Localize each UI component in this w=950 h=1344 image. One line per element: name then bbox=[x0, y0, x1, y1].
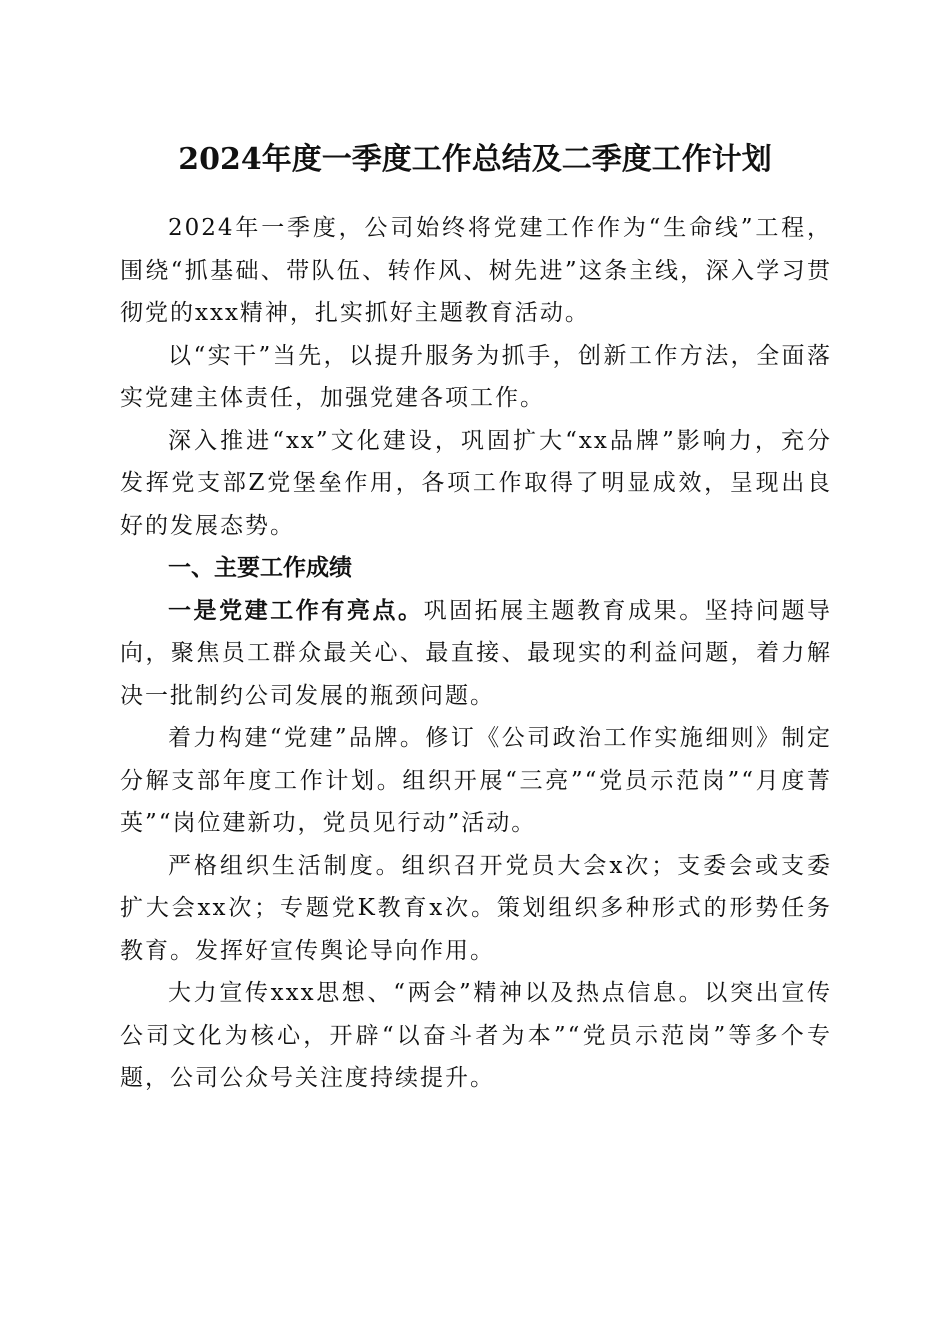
paragraph: 着力构建“党建”品牌。修订《公司政治工作实施细则》制定分解支部年度工作计划。组织开展“三亮”“党员示范岗”“月度菁英”“岗位建新功，党员见行动”活动。 bbox=[120, 725, 832, 836]
paragraph-lead: 一是党建工作有亮点。 bbox=[168, 597, 424, 624]
paragraph: 严格组织生活制度。组织召开党员大会x次；支委会或支委扩大会xx次；专题党K教育x次。策划组织多种形式的形势任务教育。发挥好宣传舆论导向作用。 bbox=[120, 852, 832, 964]
paragraph: 以“实干”当先，以提升服务为抓手，创新工作方法，全面落实党建主体责任，加强党建各项工作。 bbox=[120, 342, 832, 411]
paragraph: 大力宣传xxx思想、“两会”精神以及热点信息。以突出宣传公司文化为核心，开辟“以奋斗者为本”“党员示范岗”等多个专题，公司公众号关注度持续提升。 bbox=[120, 980, 832, 1091]
document-title: 2024年度一季度工作总结及二季度工作计划 bbox=[178, 142, 772, 177]
paragraph bbox=[120, 590, 832, 718]
paragraph-text: 巩固拓展主题教育成果。坚持问题导向，聚焦员工群众最关心、最直接、最现实的利益问题，着力解决一批制约公司发展的瓶颈问题。 bbox=[120, 597, 833, 709]
section-heading: 一、主要工作成绩 bbox=[168, 555, 352, 581]
paragraph: 深入推进“xx”文化建设，巩固扩大“xx品牌”影响力，充分发挥党支部Z党堡垒作用，各项工作取得了明显成效，呈现出良好的发展态势。 bbox=[120, 427, 832, 539]
paragraph: 2024年一季度，公司始终将党建工作作为“生命线”工程，围绕“抓基础、带队伍、转作风、树先进”这条主线，深入学习贯彻党的xxx精神，扎实抓好主题教育活动。 bbox=[120, 215, 832, 326]
document-body bbox=[120, 207, 832, 1100]
